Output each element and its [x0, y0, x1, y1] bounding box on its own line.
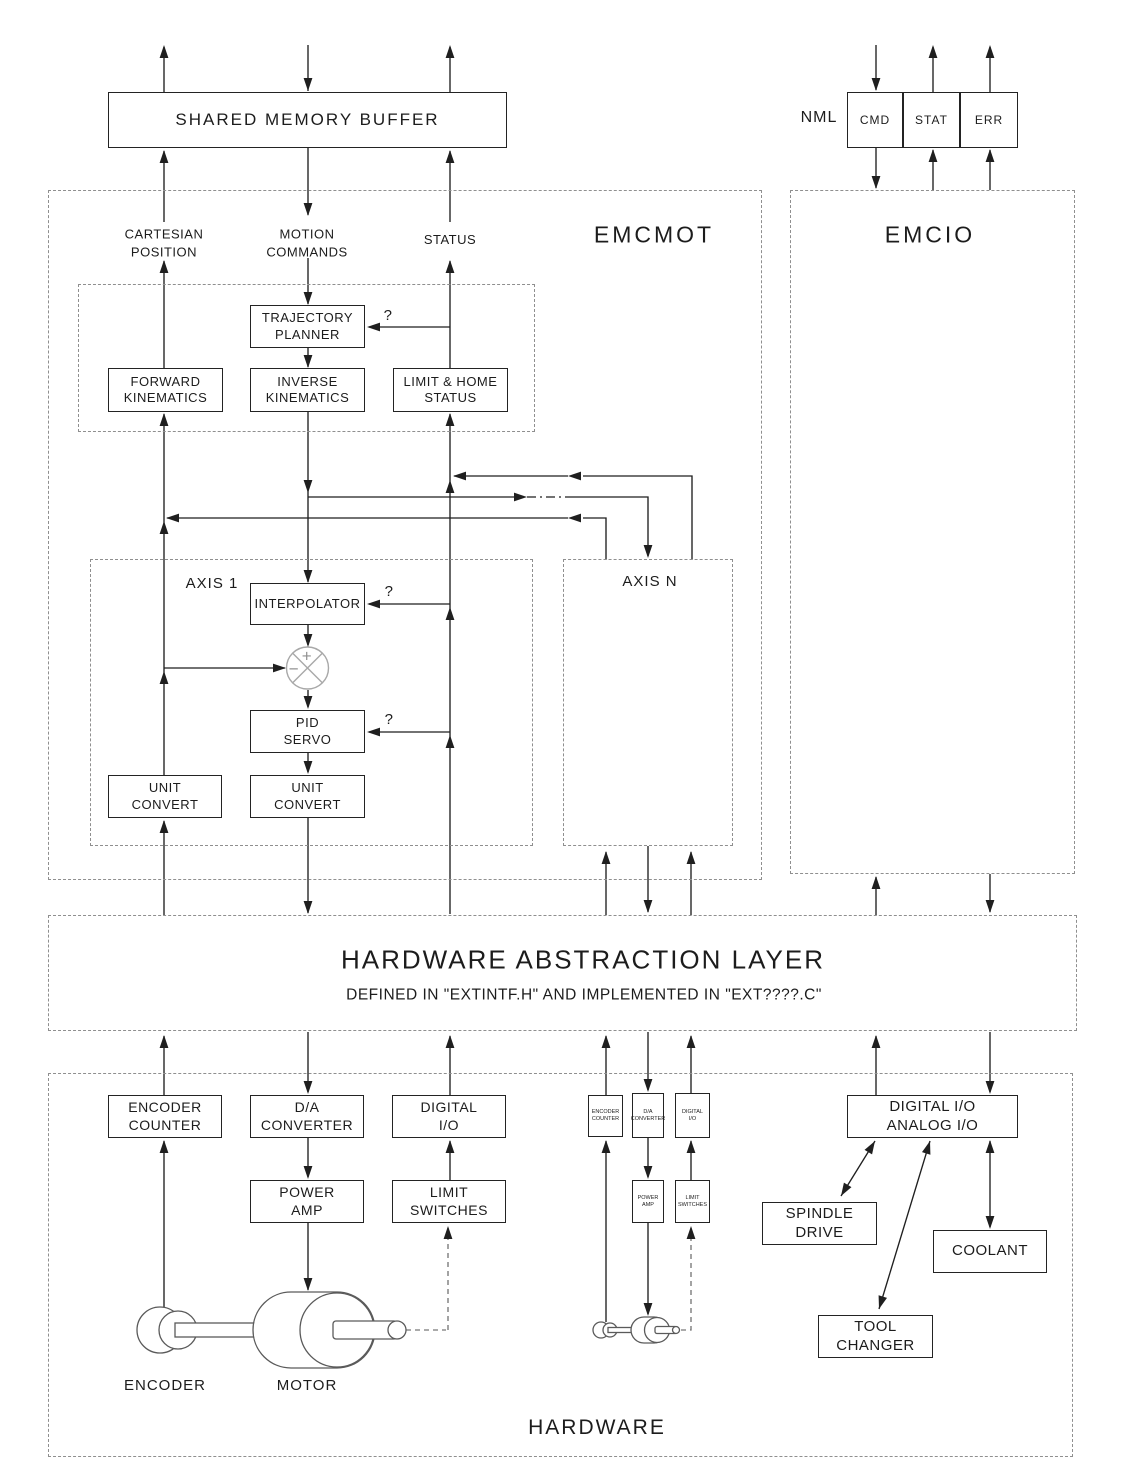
hal-subtitle-text: DEFINED IN "EXTINTF.H" AND IMPLEMENTED IN "EXT????.C"	[346, 986, 822, 1004]
trajectory-planner-box	[250, 305, 365, 348]
nml-cmd-box-label: CMD	[859, 112, 891, 127]
trajectory-planner-box-label: TRAJECTORY	[261, 310, 354, 326]
cartesian-position-label-text: POSITION	[130, 244, 198, 259]
limit-switches-box-label: SWITCHES	[410, 1201, 488, 1218]
emcio-label	[885, 219, 975, 250]
encoder-counter-axisn-box-label: ENCODER	[591, 1109, 620, 1116]
tool-changer-box-label: TOOL	[854, 1317, 897, 1335]
question-trajectory-text: ?	[383, 306, 393, 324]
motion-commands-label	[266, 225, 347, 260]
power-amp-axisn-box-label: AMP	[642, 1201, 654, 1208]
digital-io-box	[392, 1095, 506, 1138]
question-interpolator	[385, 582, 394, 602]
interpolator-box	[250, 583, 365, 625]
unit-convert-position-box	[108, 775, 222, 818]
encoder-label-text: ENCODER	[123, 1376, 207, 1394]
pid-servo-box-label: SERVO	[283, 731, 332, 747]
emcio-label-text: EMCIO	[884, 221, 976, 248]
limit-home-status-box-label: STATUS	[424, 390, 477, 405]
emcio-region	[790, 190, 1075, 874]
motor-label	[277, 1376, 338, 1396]
unit-convert-output-box	[250, 775, 365, 818]
spindle-drive-box-label: SPINDLE DRIVE	[785, 1204, 854, 1241]
cartesian-position-label	[125, 225, 204, 260]
cartesian-position-label-text: CARTESIAN	[124, 226, 204, 242]
hal-title	[341, 942, 825, 977]
question-interpolator-text: ?	[384, 582, 394, 600]
da-converter-axisn-box	[632, 1093, 664, 1138]
spindle-drive-box	[762, 1202, 877, 1245]
power-amp-box	[250, 1180, 364, 1223]
sum-plus-sign	[302, 645, 312, 668]
limit-switches-axisn-box	[675, 1180, 710, 1223]
nml-err-box	[960, 92, 1018, 148]
unit-convert-output-box-label: UNIT	[291, 780, 324, 796]
limit-switches-axisn-box-label: SWITCHES	[677, 1201, 708, 1208]
hardware-label	[528, 1414, 666, 1442]
encoder-counter-axisn-box	[588, 1095, 623, 1137]
sum-plus-sign-text: +	[301, 646, 313, 666]
hardware-label-text: HARDWARE	[528, 1415, 666, 1439]
forward-kinematics-box	[108, 368, 223, 412]
axisn-label-text: AXIS N	[622, 572, 678, 590]
emcmot-label-text: EMCMOT	[593, 221, 715, 248]
power-amp-axisn-box-label: POWER	[637, 1194, 659, 1201]
power-amp-box-label: AMP	[291, 1201, 323, 1218]
inverse-kinematics-box	[250, 368, 365, 412]
status-label-text: STATUS	[423, 232, 477, 248]
digital-io-axisn-box-label: I/O	[688, 1115, 697, 1122]
nml-stat-box-label: STAT	[915, 112, 948, 127]
unit-convert-position-box-label: UNIT	[148, 780, 182, 796]
question-pid-text: ?	[384, 710, 394, 728]
encoder-counter-box-label: ENCODER	[128, 1099, 202, 1115]
da-converter-axisn-box-label: D/A	[643, 1108, 653, 1115]
axis1-label-text: AXIS 1	[185, 574, 239, 592]
limit-switches-box-label: LIMIT	[429, 1184, 469, 1200]
tool-changer-box-label: CHANGER	[836, 1336, 915, 1354]
tool-changer-box	[818, 1315, 933, 1358]
digital-analog-io-box	[847, 1095, 1018, 1138]
power-amp-axisn-box	[632, 1180, 664, 1223]
limit-switches-axisn-box-label: LIMIT	[685, 1194, 700, 1201]
nml-stat-box	[903, 92, 960, 148]
da-converter-axisn-box-label: CONVERTER	[630, 1115, 666, 1122]
sum-minus-sign-text: −	[288, 659, 300, 679]
nml-err-box-label: ERR	[974, 112, 1004, 127]
interpolator-box-label: INTERPOLATOR	[254, 595, 361, 611]
limit-switches-box	[392, 1180, 506, 1223]
digital-io-axisn-box-label: DIGITAL	[682, 1108, 703, 1115]
nml-label	[801, 107, 838, 129]
digital-analog-io-box-label: DIGITAL I/O	[889, 1097, 976, 1115]
encoder-counter-box	[108, 1095, 222, 1138]
forward-kinematics-box-label: FORWARD	[130, 373, 201, 389]
forward-kinematics-box-label: KINEMATICS	[123, 390, 208, 405]
digital-io-axisn-box	[675, 1093, 710, 1138]
motion-commands-label-text: COMMANDS	[266, 244, 348, 259]
motion-commands-label-text: MOTION	[279, 226, 335, 242]
coolant-box	[933, 1230, 1047, 1273]
motor-label-text: MOTOR	[276, 1376, 338, 1394]
unit-convert-output-box-label: CONVERT	[274, 796, 341, 812]
pid-servo-box-label: PID	[295, 715, 320, 731]
axis1-label	[186, 574, 239, 594]
emcmot-label	[594, 219, 714, 250]
hal-subtitle	[346, 986, 822, 1007]
da-converter-box-label: D/A	[294, 1099, 320, 1115]
digital-analog-io-box-label: ANALOG I/O	[886, 1116, 979, 1134]
shared-memory-buffer-box	[108, 92, 507, 148]
nml-label-text: NML	[800, 109, 838, 127]
encoder-label	[124, 1376, 206, 1396]
question-pid	[385, 710, 394, 730]
limit-home-status-box-label: LIMIT & HOME	[403, 373, 498, 389]
coolant-box-label: COOLANT	[951, 1242, 1028, 1260]
da-converter-box-label: CONVERTER	[260, 1116, 354, 1133]
inverse-kinematics-box-label: INVERSE	[277, 373, 338, 389]
shared-memory-buffer-box-label: SHARED MEMORY BUFFER	[175, 110, 440, 130]
encoder-counter-box-label: COUNTER	[128, 1116, 202, 1133]
status-label	[424, 231, 476, 249]
digital-io-box-label: I/O	[438, 1116, 460, 1133]
question-trajectory	[384, 306, 393, 326]
axisn-region	[563, 559, 733, 846]
pid-servo-box	[250, 710, 365, 753]
axisn-label	[622, 572, 677, 592]
digital-io-box-label: DIGITAL	[420, 1099, 478, 1115]
sum-minus-sign	[289, 658, 299, 681]
limit-home-status-box	[393, 368, 508, 412]
power-amp-box-label: POWER	[279, 1184, 335, 1200]
unit-convert-position-box-label: CONVERT	[131, 796, 199, 812]
encoder-counter-axisn-box-label: COUNTER	[591, 1116, 620, 1122]
nml-cmd-box	[847, 92, 903, 148]
trajectory-planner-box-label: PLANNER	[275, 326, 340, 342]
inverse-kinematics-box-label: KINEMATICS	[265, 390, 350, 405]
hal-title-text: HARDWARE ABSTRACTION LAYER	[341, 944, 825, 975]
da-converter-box	[250, 1095, 364, 1138]
